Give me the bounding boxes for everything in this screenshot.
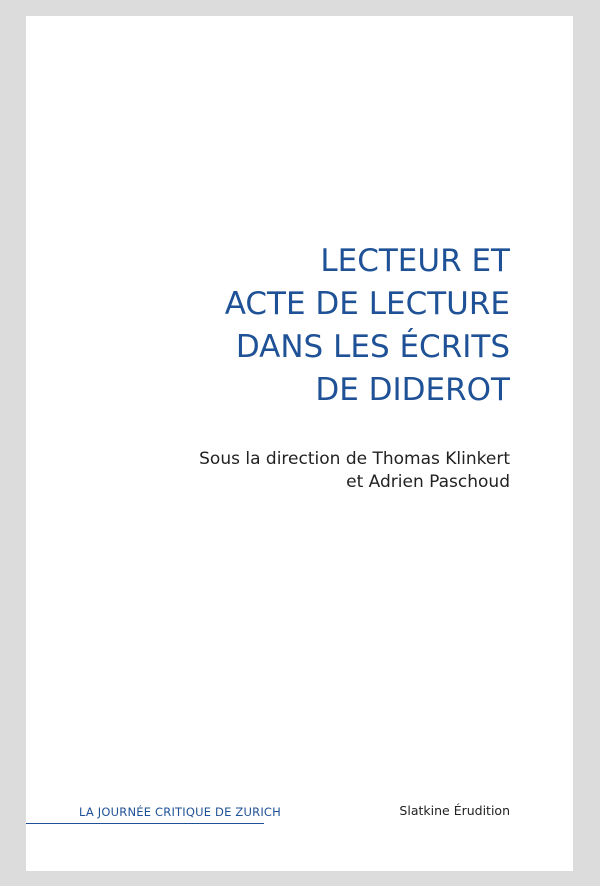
title-line: ACTE DE LECTURE: [224, 286, 510, 322]
publisher-name: Slatkine Érudition: [399, 803, 510, 818]
series-name: LA JOURNÉE CRITIQUE DE ZURICH: [79, 805, 281, 819]
title-line: DANS LES ÉCRITS: [235, 329, 510, 365]
book-title: [225, 240, 510, 412]
editors-line: Sous la direction de Thomas Klinkert: [199, 449, 510, 469]
editors-line: et Adrien Paschoud: [346, 472, 510, 492]
book-cover: [26, 16, 573, 871]
title-line: DE DIDEROT: [315, 372, 510, 408]
title-line: LECTEUR ET: [320, 243, 510, 279]
editors: [199, 448, 510, 494]
series-rule: [26, 823, 264, 824]
